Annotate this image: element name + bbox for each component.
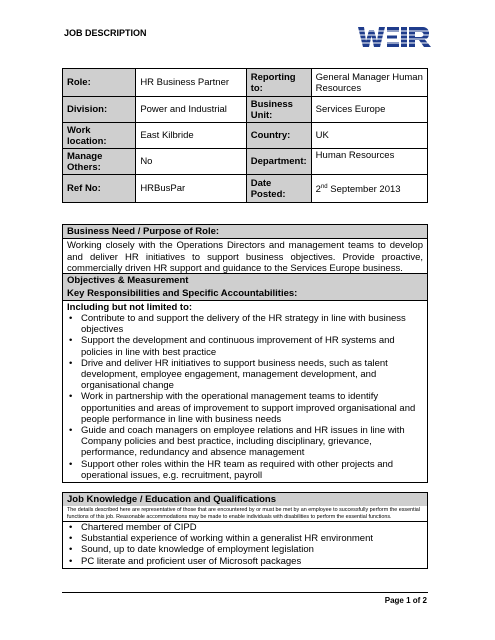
country-value: UK (311, 123, 427, 149)
division-value: Power and Industrial (136, 97, 246, 123)
purpose-section (62, 224, 428, 277)
business-unit-label: Business Unit: (246, 97, 311, 123)
list-item: • Sound, up to date knowledge of employment legislation (69, 544, 314, 556)
list-item: • Chartered member of CIPD (69, 522, 197, 533)
date-posted-label: Date Posted: (246, 175, 311, 203)
ref-no-label: Ref No: (63, 175, 136, 203)
department-label: Department: (246, 149, 311, 175)
date-suffix: nd (320, 183, 328, 190)
qualifications-list (63, 522, 427, 568)
document-title: JOB DESCRIPTION (64, 28, 147, 38)
list-item: • Guide and coach managers on employee relations and HR issues in line with Company policies and best practice, including disciplinary, grievance, performance, redundancy and absence management (69, 425, 405, 459)
ref-no-value: HRBusPar (136, 175, 246, 203)
role-label: Role: (63, 69, 136, 97)
list-item: • PC literate and proficient user of Microsoft packages (69, 555, 302, 567)
date-rest: September 2013 (327, 184, 401, 196)
manage-others-label: Manage Others: (63, 149, 136, 175)
responsibilities-heading: Key Responsibilities and Specific Accountabilities: (63, 287, 427, 301)
list-item: • Contribute to and support the delivery of the HR strategy in line with business objectives (69, 313, 406, 336)
knowledge-section (62, 492, 428, 569)
division-label: Division: (63, 97, 136, 123)
job-info-table (62, 68, 428, 203)
list-item: • Substantial experience of working within a generalist HR environment (69, 533, 374, 545)
country-label: Country: (246, 123, 311, 149)
footer-divider (62, 592, 428, 593)
objectives-section (62, 273, 428, 483)
list-item: • Support other roles within the HR team as required with other projects and operational issues, e.g. recruitment, payroll (69, 458, 394, 481)
responsibilities-list (63, 313, 427, 482)
responsibilities-intro: Including but not limited to: (67, 302, 193, 313)
work-location-value: East Kilbride (136, 123, 246, 149)
reporting-label: Reporting to: (246, 69, 311, 97)
business-unit-value: Services Europe (311, 97, 427, 123)
objectives-heading: Objectives & Measurement (63, 274, 427, 287)
manage-others-value: No (136, 149, 246, 175)
page-number: Page 1 of 2 (384, 596, 427, 605)
work-location-label: Work location: (63, 123, 136, 149)
list-item: • Support the development and continuous improvement of HR systems and policies in line with best practice (69, 335, 395, 358)
reporting-value: General Manager Human Resources (311, 69, 427, 97)
date-posted-value (311, 175, 427, 203)
role-value: HR Business Partner (136, 69, 246, 97)
list-item: • Work in partnership with the operational management teams to identify opportunities and areas of improvement to support improved organisational and people performance in line with business needs (69, 391, 416, 425)
list-item: • Drive and deliver HR initiatives to support business needs, such as talent development, employee engagement, management development, and organisational change (69, 357, 388, 392)
date-day: 2 (315, 184, 321, 196)
purpose-heading: Business Need / Purpose of Role: (63, 225, 427, 239)
knowledge-heading: Job Knowledge / Education and Qualifications (63, 493, 427, 506)
department-value: Human Resources (311, 149, 427, 175)
purpose-text: Working closely with the Operations Directors and management teams to develop and deliver HR initiatives to support business objectives. Provide proactive, commercially driven HR support and guidance to the Services Europe business. (67, 240, 423, 274)
knowledge-disclaimer: The details described here are representative of those that are encountered by or must be met by an employee to successfully perform the essential functions of this job. Reasonable accommodations may be made to enable individuals with disabilities to perform the essential functions. (63, 506, 427, 522)
